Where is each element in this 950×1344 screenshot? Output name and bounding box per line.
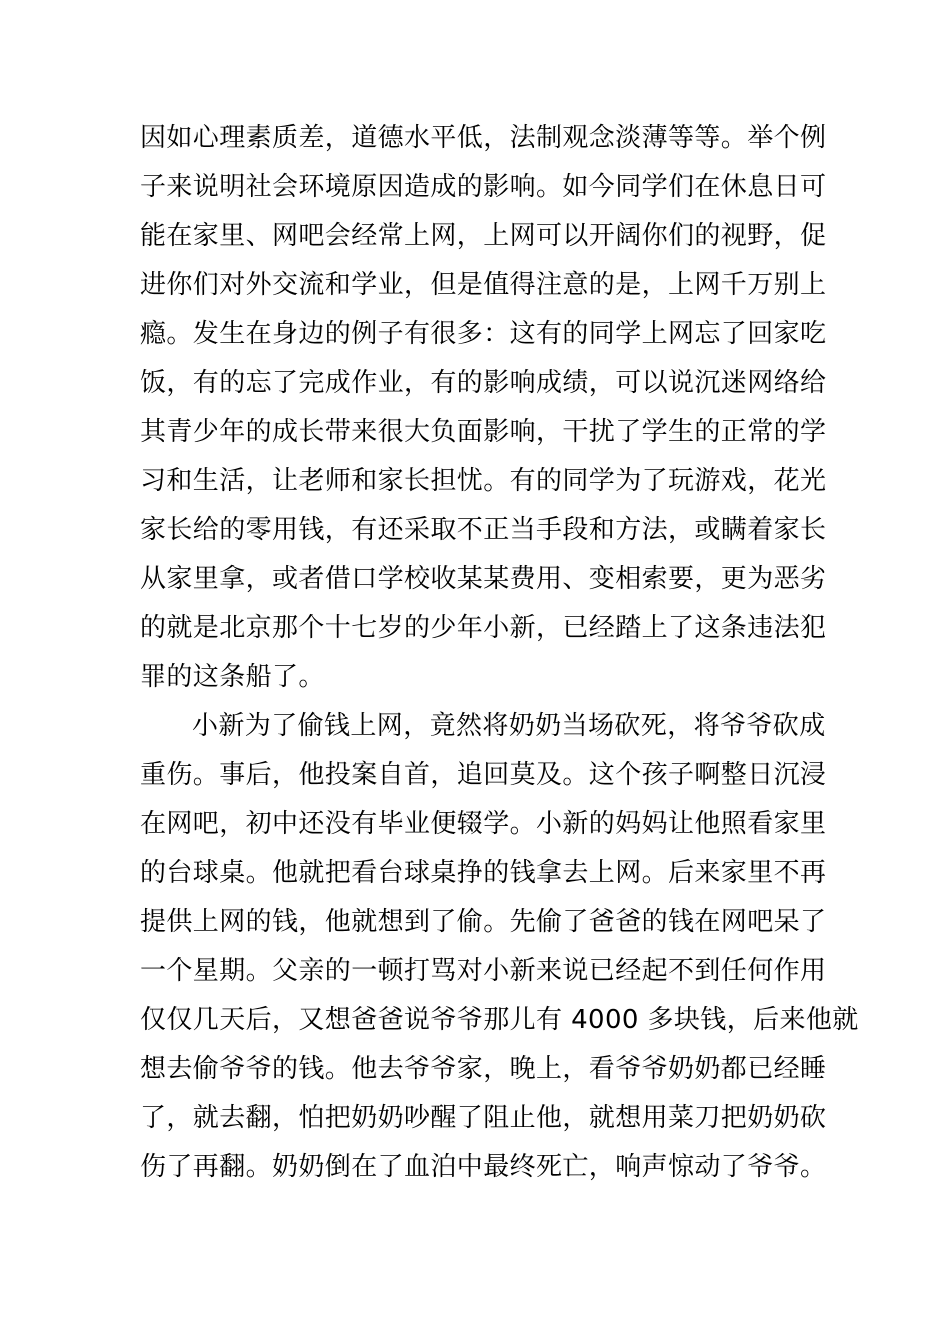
text-line: 因如心理素质差，道德水平低，法制观念淡薄等等。举个例	[140, 123, 827, 153]
text-line: 从家里拿，或者借口学校收某某费用、变相索要，更为恶劣	[140, 564, 827, 594]
text-line: 在网吧，初中还没有毕业便辍学。小新的妈妈让他照看家里	[140, 809, 827, 839]
text-line: 子来说明社会环境原因造成的影响。如今同学们在休息日可	[140, 172, 827, 202]
text-line: 习和生活，让老师和家长担忧。有的同学为了玩游戏，花光	[140, 466, 827, 496]
text-line: 能在家里、网吧会经常上网，上网可以开阔你们的视野，促	[140, 221, 827, 251]
paragraph-2	[140, 702, 859, 1192]
text-line: 仅仅几天后，又想爸爸说爷爷那儿有 4000 多块钱，后来他就	[140, 1005, 859, 1035]
body-text	[140, 114, 859, 1192]
text-line: 进你们对外交流和学业，但是值得注意的是，上网千万别上	[140, 270, 827, 300]
text-line: 重伤。事后，他投案自首，追回莫及。这个孩子啊整日沉浸	[140, 760, 827, 790]
text-line: 瘾。发生在身边的例子有很多：这有的同学上网忘了回家吃	[140, 319, 827, 349]
text-line: 伤了再翻。奶奶倒在了血泊中最终死亡，响声惊动了爷爷。	[140, 1152, 827, 1182]
text-line: 罪的这条船了。	[140, 662, 325, 692]
text-line: 的台球桌。他就把看台球桌挣的钱拿去上网。后来家里不再	[140, 858, 827, 888]
text-line: 饭，有的忘了完成作业，有的影响成绩，可以说沉迷网络给	[140, 368, 827, 398]
text-line: 一个星期。父亲的一顿打骂对小新来说已经起不到任何作用	[140, 956, 827, 986]
text-line: 的就是北京那个十七岁的少年小新，已经踏上了这条违法犯	[140, 613, 827, 643]
text-line: 想去偷爷爷的钱。他去爷爷家，晚上，看爷爷奶奶都已经睡	[140, 1054, 827, 1084]
text-line: 了，就去翻，怕把奶奶吵醒了阻止他，就想用菜刀把奶奶砍	[140, 1103, 827, 1133]
paragraph-1	[140, 114, 830, 702]
text-line-indented: 小新为了偷钱上网，竟然将奶奶当场砍死，将爷爷砍成	[192, 711, 826, 741]
text-line: 家长给的零用钱，有还采取不正当手段和方法，或瞒着家长	[140, 515, 827, 545]
text-line: 提供上网的钱，他就想到了偷。先偷了爸爸的钱在网吧呆了	[140, 907, 827, 937]
text-line: 其青少年的成长带来很大负面影响，干扰了学生的正常的学	[140, 417, 827, 447]
